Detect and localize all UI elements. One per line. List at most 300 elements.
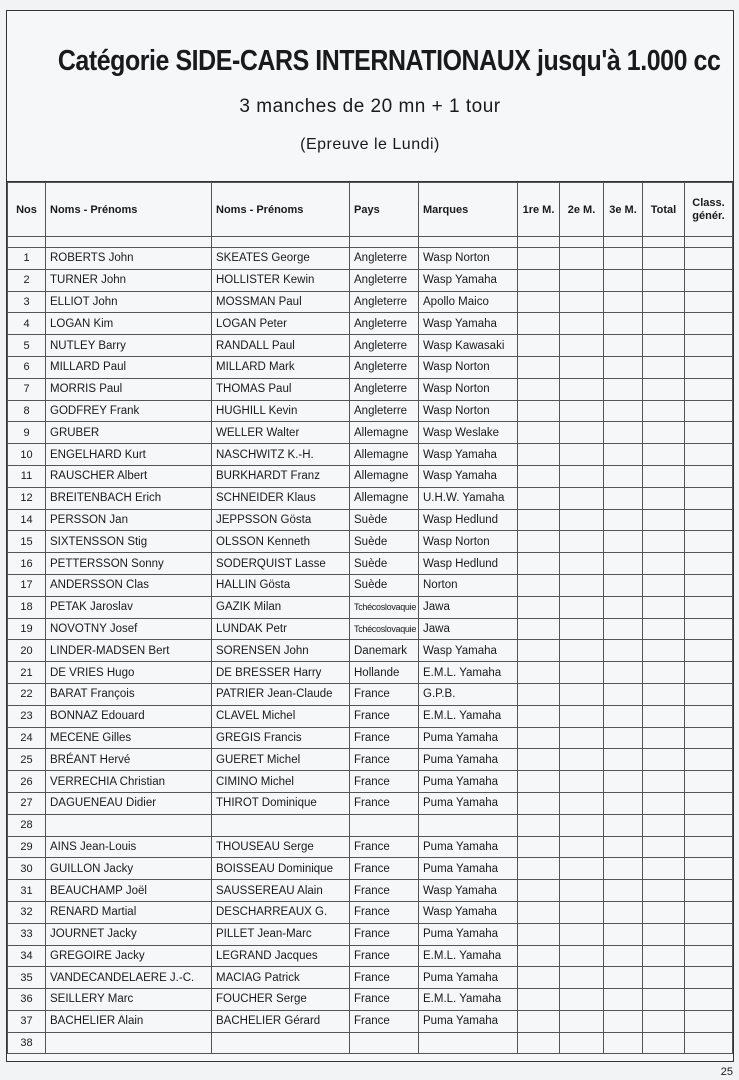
passenger-name bbox=[212, 814, 350, 836]
heat-3-result bbox=[604, 487, 643, 509]
table-row bbox=[8, 269, 733, 291]
heat-1-result bbox=[518, 901, 560, 923]
entry-number: 2 bbox=[8, 269, 46, 291]
general-classification bbox=[685, 400, 733, 422]
passenger-name: SORENSEN John bbox=[212, 640, 350, 662]
heat-2-result bbox=[560, 291, 604, 313]
heat-3-result bbox=[604, 771, 643, 793]
heat-1-result bbox=[518, 640, 560, 662]
heat-2-result bbox=[560, 1032, 604, 1054]
total-points bbox=[643, 923, 685, 945]
heat-3-result bbox=[604, 640, 643, 662]
general-classification bbox=[685, 422, 733, 444]
entry-number: 3 bbox=[8, 291, 46, 313]
pilot-name: MECENE Gilles bbox=[46, 727, 212, 749]
make: E.M.L. Yamaha bbox=[419, 945, 518, 967]
heat-2-result bbox=[560, 356, 604, 378]
heat-3-result bbox=[604, 356, 643, 378]
make: Norton bbox=[419, 574, 518, 596]
heat-1-result bbox=[518, 444, 560, 466]
total-points bbox=[643, 291, 685, 313]
table-row bbox=[8, 792, 733, 814]
country: France bbox=[350, 901, 419, 923]
make: E.M.L. Yamaha bbox=[419, 989, 518, 1011]
table-row bbox=[8, 618, 733, 640]
heat-2-result bbox=[560, 727, 604, 749]
pilot-name: GUILLON Jacky bbox=[46, 858, 212, 880]
table-row bbox=[8, 378, 733, 400]
make: Wasp Norton bbox=[419, 531, 518, 553]
country: Allemagne bbox=[350, 487, 419, 509]
general-classification bbox=[685, 705, 733, 727]
make: Puma Yamaha bbox=[419, 967, 518, 989]
heat-1-result bbox=[518, 1032, 560, 1054]
table-row bbox=[8, 531, 733, 553]
entry-number: 36 bbox=[8, 989, 46, 1011]
general-classification bbox=[685, 880, 733, 902]
passenger-name: HOLLISTER Kewin bbox=[212, 269, 350, 291]
table-row bbox=[8, 335, 733, 357]
total-points bbox=[643, 727, 685, 749]
sheet-header bbox=[7, 11, 733, 182]
table-row bbox=[8, 596, 733, 618]
passenger-name: SKEATES George bbox=[212, 248, 350, 270]
table-row bbox=[8, 771, 733, 793]
general-classification bbox=[685, 596, 733, 618]
general-classification bbox=[685, 1010, 733, 1032]
table-row bbox=[8, 836, 733, 858]
heat-1-result bbox=[518, 836, 560, 858]
table-header-row bbox=[8, 183, 733, 237]
table-row bbox=[8, 400, 733, 422]
country: France bbox=[350, 836, 419, 858]
heat-1-result bbox=[518, 814, 560, 836]
pilot-name: ELLIOT John bbox=[46, 291, 212, 313]
pilot-name: VERRECHIA Christian bbox=[46, 771, 212, 793]
heat-2-result bbox=[560, 400, 604, 422]
heat-2-result bbox=[560, 923, 604, 945]
entry-number: 1 bbox=[8, 248, 46, 270]
heat-3-result bbox=[604, 422, 643, 444]
heat-1-result bbox=[518, 553, 560, 575]
total-points bbox=[643, 901, 685, 923]
make: Wasp Yamaha bbox=[419, 901, 518, 923]
country: France bbox=[350, 749, 419, 771]
make bbox=[419, 814, 518, 836]
entry-number: 23 bbox=[8, 705, 46, 727]
general-classification bbox=[685, 335, 733, 357]
entries-table bbox=[7, 182, 733, 1054]
header-heat-2: 2e M. bbox=[560, 183, 604, 237]
total-points bbox=[643, 444, 685, 466]
general-classification bbox=[685, 836, 733, 858]
total-points bbox=[643, 596, 685, 618]
pilot-name bbox=[46, 814, 212, 836]
heat-2-result bbox=[560, 335, 604, 357]
table-row bbox=[8, 509, 733, 531]
heat-2-result bbox=[560, 901, 604, 923]
total-points bbox=[643, 1010, 685, 1032]
heat-2-result bbox=[560, 596, 604, 618]
entry-number: 27 bbox=[8, 792, 46, 814]
heat-2-result bbox=[560, 422, 604, 444]
heat-3-result bbox=[604, 792, 643, 814]
pilot-name: DAGUENEAU Didier bbox=[46, 792, 212, 814]
make: Puma Yamaha bbox=[419, 792, 518, 814]
pilot-name: MORRIS Paul bbox=[46, 378, 212, 400]
heat-1-result bbox=[518, 313, 560, 335]
make: Wasp Yamaha bbox=[419, 880, 518, 902]
pilot-name: VANDECANDELAERE J.-C. bbox=[46, 967, 212, 989]
total-points bbox=[643, 618, 685, 640]
pilot-name: ANDERSSON Clas bbox=[46, 574, 212, 596]
country: France bbox=[350, 967, 419, 989]
total-points bbox=[643, 662, 685, 684]
entries-body bbox=[8, 237, 733, 1054]
total-points bbox=[643, 335, 685, 357]
pilot-name: LINDER-MADSEN Bert bbox=[46, 640, 212, 662]
heat-2-result bbox=[560, 880, 604, 902]
general-classification bbox=[685, 313, 733, 335]
pilot-name: LOGAN Kim bbox=[46, 313, 212, 335]
heat-2-result bbox=[560, 618, 604, 640]
pilot-name: RENARD Martial bbox=[46, 901, 212, 923]
header-heat-1: 1re M. bbox=[518, 183, 560, 237]
general-classification bbox=[685, 574, 733, 596]
pilot-name: PETAK Jaroslav bbox=[46, 596, 212, 618]
table-row bbox=[8, 727, 733, 749]
heat-1-result bbox=[518, 749, 560, 771]
general-classification bbox=[685, 248, 733, 270]
entry-number: 22 bbox=[8, 683, 46, 705]
heat-3-result bbox=[604, 444, 643, 466]
passenger-name: FOUCHER Serge bbox=[212, 989, 350, 1011]
heat-3-result bbox=[604, 574, 643, 596]
country: France bbox=[350, 923, 419, 945]
passenger-name: CLAVEL Michel bbox=[212, 705, 350, 727]
country: France bbox=[350, 683, 419, 705]
country: Suède bbox=[350, 509, 419, 531]
heat-3-result bbox=[604, 313, 643, 335]
entry-number: 12 bbox=[8, 487, 46, 509]
heat-2-result bbox=[560, 313, 604, 335]
passenger-name: LUNDAK Petr bbox=[212, 618, 350, 640]
total-points bbox=[643, 967, 685, 989]
pilot-name: ENGELHARD Kurt bbox=[46, 444, 212, 466]
heat-2-result bbox=[560, 858, 604, 880]
passenger-name: WELLER Walter bbox=[212, 422, 350, 444]
total-points bbox=[643, 705, 685, 727]
general-classification bbox=[685, 356, 733, 378]
table-row bbox=[8, 683, 733, 705]
country: Danemark bbox=[350, 640, 419, 662]
passenger-name: SAUSSEREAU Alain bbox=[212, 880, 350, 902]
heat-2-result bbox=[560, 269, 604, 291]
heat-3-result bbox=[604, 553, 643, 575]
heat-3-result bbox=[604, 531, 643, 553]
general-classification bbox=[685, 465, 733, 487]
table-row bbox=[8, 248, 733, 270]
pilot-name: BARAT François bbox=[46, 683, 212, 705]
entry-number: 16 bbox=[8, 553, 46, 575]
heat-1-result bbox=[518, 858, 560, 880]
general-classification bbox=[685, 291, 733, 313]
total-points bbox=[643, 640, 685, 662]
total-points bbox=[643, 858, 685, 880]
entry-number: 18 bbox=[8, 596, 46, 618]
make: Puma Yamaha bbox=[419, 749, 518, 771]
total-points bbox=[643, 422, 685, 444]
heat-2-result bbox=[560, 444, 604, 466]
general-classification bbox=[685, 444, 733, 466]
heat-1-result bbox=[518, 683, 560, 705]
make: Puma Yamaha bbox=[419, 727, 518, 749]
heat-1-result bbox=[518, 1010, 560, 1032]
table-row bbox=[8, 313, 733, 335]
general-classification bbox=[685, 814, 733, 836]
entry-number: 19 bbox=[8, 618, 46, 640]
make: Puma Yamaha bbox=[419, 858, 518, 880]
total-points bbox=[643, 771, 685, 793]
entry-number: 30 bbox=[8, 858, 46, 880]
pilot-name: BREITENBACH Erich bbox=[46, 487, 212, 509]
table-row bbox=[8, 662, 733, 684]
general-classification bbox=[685, 269, 733, 291]
passenger-name: BACHELIER Gérard bbox=[212, 1010, 350, 1032]
country: Tchécoslovaquie bbox=[350, 618, 419, 640]
pilot-name: PERSSON Jan bbox=[46, 509, 212, 531]
pilot-name: BEAUCHAMP Joël bbox=[46, 880, 212, 902]
entry-number: 37 bbox=[8, 1010, 46, 1032]
make: Wasp Kawasaki bbox=[419, 335, 518, 357]
page-number: 25 bbox=[720, 1066, 733, 1078]
heat-3-result bbox=[604, 945, 643, 967]
country: Tchécoslovaquie bbox=[350, 596, 419, 618]
heat-2-result bbox=[560, 945, 604, 967]
heat-2-result bbox=[560, 509, 604, 531]
heat-2-result bbox=[560, 465, 604, 487]
pilot-name: BONNAZ Edouard bbox=[46, 705, 212, 727]
entry-list-sheet bbox=[6, 10, 734, 1062]
make: Wasp Norton bbox=[419, 378, 518, 400]
general-classification bbox=[685, 792, 733, 814]
pilot-name: DE VRIES Hugo bbox=[46, 662, 212, 684]
heat-1-result bbox=[518, 487, 560, 509]
country: France bbox=[350, 1010, 419, 1032]
passenger-name: THOUSEAU Serge bbox=[212, 836, 350, 858]
pilot-name: GODFREY Frank bbox=[46, 400, 212, 422]
heat-3-result bbox=[604, 749, 643, 771]
heat-1-result bbox=[518, 727, 560, 749]
entry-number: 14 bbox=[8, 509, 46, 531]
entry-number: 17 bbox=[8, 574, 46, 596]
heat-2-result bbox=[560, 640, 604, 662]
entry-number: 28 bbox=[8, 814, 46, 836]
passenger-name: PILLET Jean-Marc bbox=[212, 923, 350, 945]
total-points bbox=[643, 836, 685, 858]
passenger-name: DESCHARREAUX G. bbox=[212, 901, 350, 923]
country bbox=[350, 1032, 419, 1054]
pilot-name: GRUBER bbox=[46, 422, 212, 444]
entry-number: 32 bbox=[8, 901, 46, 923]
heat-3-result bbox=[604, 248, 643, 270]
passenger-name: PATRIER Jean-Claude bbox=[212, 683, 350, 705]
heat-3-result bbox=[604, 1032, 643, 1054]
total-points bbox=[643, 574, 685, 596]
pilot-name: GREGOIRE Jacky bbox=[46, 945, 212, 967]
heat-3-result bbox=[604, 378, 643, 400]
total-points bbox=[643, 313, 685, 335]
heat-1-result bbox=[518, 465, 560, 487]
entry-number: 20 bbox=[8, 640, 46, 662]
heat-3-result bbox=[604, 618, 643, 640]
entry-number: 7 bbox=[8, 378, 46, 400]
country: Angleterre bbox=[350, 313, 419, 335]
general-classification bbox=[685, 771, 733, 793]
heat-2-result bbox=[560, 574, 604, 596]
heat-1-result bbox=[518, 291, 560, 313]
heat-3-result bbox=[604, 880, 643, 902]
heat-2-result bbox=[560, 814, 604, 836]
country: Hollande bbox=[350, 662, 419, 684]
heat-2-result bbox=[560, 705, 604, 727]
table-row bbox=[8, 574, 733, 596]
passenger-name: SODERQUIST Lasse bbox=[212, 553, 350, 575]
spacer-row bbox=[8, 237, 733, 248]
general-classification bbox=[685, 683, 733, 705]
general-classification bbox=[685, 487, 733, 509]
entry-number: 5 bbox=[8, 335, 46, 357]
heat-3-result bbox=[604, 269, 643, 291]
entry-number: 8 bbox=[8, 400, 46, 422]
general-classification bbox=[685, 640, 733, 662]
table-row bbox=[8, 640, 733, 662]
general-classification bbox=[685, 509, 733, 531]
entry-number: 24 bbox=[8, 727, 46, 749]
heat-1-result bbox=[518, 989, 560, 1011]
passenger-name: GUERET Michel bbox=[212, 749, 350, 771]
make: Puma Yamaha bbox=[419, 1010, 518, 1032]
heat-2-result bbox=[560, 487, 604, 509]
heat-2-result bbox=[560, 248, 604, 270]
make: G.P.B. bbox=[419, 683, 518, 705]
table-row bbox=[8, 553, 733, 575]
passenger-name: MILLARD Mark bbox=[212, 356, 350, 378]
country: Angleterre bbox=[350, 269, 419, 291]
total-points bbox=[643, 400, 685, 422]
passenger-name: LEGRAND Jacques bbox=[212, 945, 350, 967]
total-points bbox=[643, 792, 685, 814]
make: Apollo Maico bbox=[419, 291, 518, 313]
country: Allemagne bbox=[350, 422, 419, 444]
heat-3-result bbox=[604, 705, 643, 727]
make: Puma Yamaha bbox=[419, 771, 518, 793]
race-format: 3 manches de 20 mn + 1 tour bbox=[239, 96, 501, 117]
general-classification bbox=[685, 945, 733, 967]
make: Wasp Norton bbox=[419, 356, 518, 378]
heat-1-result bbox=[518, 509, 560, 531]
header-passenger: Noms - Prénoms bbox=[212, 183, 350, 237]
passenger-name: MOSSMAN Paul bbox=[212, 291, 350, 313]
entry-number: 10 bbox=[8, 444, 46, 466]
pilot-name: NOVOTNY Josef bbox=[46, 618, 212, 640]
table-row bbox=[8, 749, 733, 771]
make: Puma Yamaha bbox=[419, 923, 518, 945]
heat-3-result bbox=[604, 858, 643, 880]
table-row bbox=[8, 967, 733, 989]
country: Angleterre bbox=[350, 356, 419, 378]
general-classification bbox=[685, 967, 733, 989]
general-classification bbox=[685, 531, 733, 553]
heat-2-result bbox=[560, 378, 604, 400]
header-general-classification: Class. génér. bbox=[685, 183, 733, 237]
passenger-name: OLSSON Kenneth bbox=[212, 531, 350, 553]
entry-number: 33 bbox=[8, 923, 46, 945]
entry-number: 25 bbox=[8, 749, 46, 771]
country: Allemagne bbox=[350, 465, 419, 487]
heat-1-result bbox=[518, 967, 560, 989]
entry-number: 4 bbox=[8, 313, 46, 335]
heat-2-result bbox=[560, 749, 604, 771]
make: E.M.L. Yamaha bbox=[419, 705, 518, 727]
heat-3-result bbox=[604, 967, 643, 989]
passenger-name: SCHNEIDER Klaus bbox=[212, 487, 350, 509]
heat-1-result bbox=[518, 945, 560, 967]
pilot-name bbox=[46, 1032, 212, 1054]
passenger-name: BURKHARDT Franz bbox=[212, 465, 350, 487]
country: France bbox=[350, 771, 419, 793]
total-points bbox=[643, 945, 685, 967]
passenger-name: THOMAS Paul bbox=[212, 378, 350, 400]
passenger-name: HUGHILL Kevin bbox=[212, 400, 350, 422]
country: Angleterre bbox=[350, 378, 419, 400]
make: Wasp Yamaha bbox=[419, 444, 518, 466]
pilot-name: ROBERTS John bbox=[46, 248, 212, 270]
total-points bbox=[643, 378, 685, 400]
country: Suède bbox=[350, 553, 419, 575]
pilot-name: SIXTENSSON Stig bbox=[46, 531, 212, 553]
country: Angleterre bbox=[350, 248, 419, 270]
table-row bbox=[8, 923, 733, 945]
make: Wasp Weslake bbox=[419, 422, 518, 444]
make: Wasp Norton bbox=[419, 400, 518, 422]
entry-number: 38 bbox=[8, 1032, 46, 1054]
heat-2-result bbox=[560, 771, 604, 793]
heat-1-result bbox=[518, 792, 560, 814]
entry-number: 21 bbox=[8, 662, 46, 684]
country: France bbox=[350, 727, 419, 749]
entry-number: 35 bbox=[8, 967, 46, 989]
heat-3-result bbox=[604, 836, 643, 858]
general-classification bbox=[685, 901, 733, 923]
heat-1-result bbox=[518, 662, 560, 684]
pilot-name: PETTERSSON Sonny bbox=[46, 553, 212, 575]
total-points bbox=[643, 269, 685, 291]
header-pilot: Noms - Prénoms bbox=[46, 183, 212, 237]
heat-1-result bbox=[518, 356, 560, 378]
header-no: Nos bbox=[8, 183, 46, 237]
header-total: Total bbox=[643, 183, 685, 237]
total-points bbox=[643, 356, 685, 378]
heat-1-result bbox=[518, 923, 560, 945]
passenger-name: LOGAN Peter bbox=[212, 313, 350, 335]
entry-number: 31 bbox=[8, 880, 46, 902]
pilot-name: AINS Jean-Louis bbox=[46, 836, 212, 858]
make: Jawa bbox=[419, 618, 518, 640]
passenger-name: MACIAG Patrick bbox=[212, 967, 350, 989]
make: U.H.W. Yamaha bbox=[419, 487, 518, 509]
table-row bbox=[8, 814, 733, 836]
